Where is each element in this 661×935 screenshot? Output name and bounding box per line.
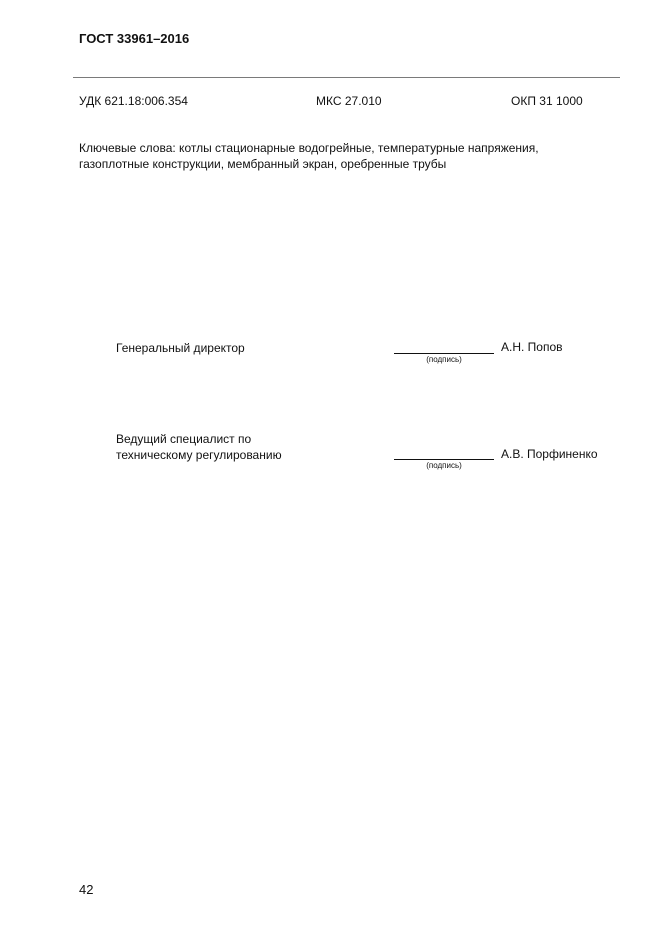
mks-code: МКС 27.010 — [316, 94, 382, 108]
udk-code: УДК 621.18:006.354 — [79, 94, 188, 108]
signature-caption: (подпись) — [426, 355, 462, 364]
signature-line — [394, 353, 494, 354]
okp-code: ОКП 31 1000 — [511, 94, 583, 108]
header-divider — [73, 77, 620, 78]
signatory-name: А.Н. Попов — [501, 340, 563, 354]
keywords-paragraph: Ключевые слова: котлы стационарные водогрейные, температурные напряжения, газоплотные конструкции, мембранный экран, оребренные трубы — [79, 141, 539, 171]
signatory-name: А.В. Порфиненко — [501, 447, 598, 461]
signature-line — [394, 459, 494, 460]
signatory-role: Генеральный директор — [116, 341, 245, 355]
page-number: 42 — [79, 882, 94, 897]
signature-caption: (подпись) — [426, 461, 462, 470]
document-header-title: ГОСТ 33961–2016 — [79, 31, 190, 46]
signatory-role: Ведущий специалист по техническому регулированию — [116, 432, 282, 462]
